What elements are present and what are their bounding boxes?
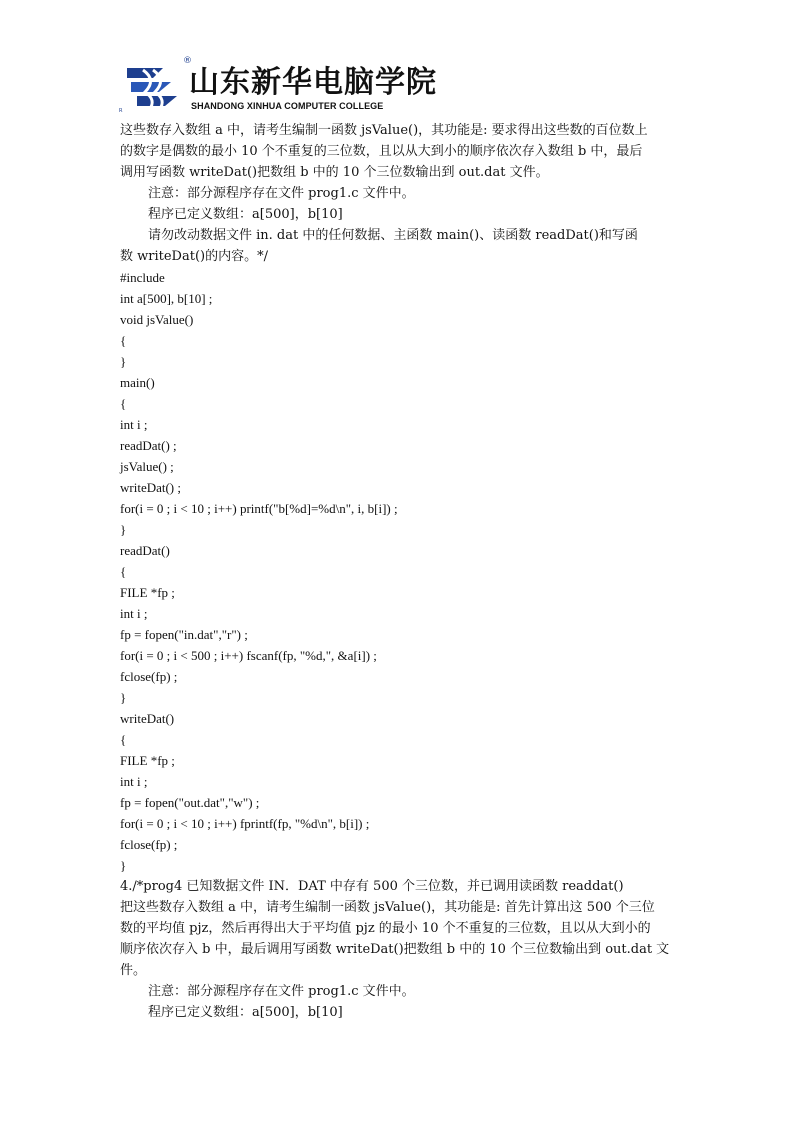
code-line: void jsValue() [120, 312, 194, 327]
note-line: 注意：部分源程序存在文件 prog1.c 文件中。 [148, 186, 415, 201]
code-line: { [120, 564, 127, 579]
text-line: 数的平均值 pjz，然后再得出大于平均值 pjz 的最小 10 个不重复的三位数，且以从大到小的 [120, 921, 651, 936]
code-line: FILE *fp ; [120, 753, 175, 768]
college-logo-header [119, 56, 437, 120]
code-line: fp = fopen("out.dat","w") ; [120, 795, 260, 810]
code-line: for(i = 0 ; i < 10 ; i++) fprintf(fp, "%d\n", b[i]) ; [120, 816, 370, 831]
code-line: int i ; [120, 606, 148, 621]
logo-chinese-name: 山东新华电脑学院 [189, 65, 437, 100]
code-line: } [120, 690, 127, 705]
note-line: 注意：部分源程序存在文件 prog1.c 文件中。 [148, 984, 415, 999]
code-line: int i ; [120, 417, 148, 432]
code-line: writeDat() [120, 711, 175, 726]
code-line: fp = fopen("in.dat","r") ; [120, 627, 248, 642]
code-line: int a[500], b[10] ; [120, 291, 213, 306]
text-line: 把这些数存入数组 a 中，请考生编制一函数 jsValue()，其功能是: 首先计算出这 500 个三位 [120, 900, 655, 915]
code-line: { [120, 333, 127, 348]
code-line: for(i = 0 ; i < 10 ; i++) printf("b[%d]=%d\n", i, b[i]) ; [120, 501, 398, 516]
code-line: FILE *fp ; [120, 585, 175, 600]
text-line: 数 writeDat()的内容。*/ [120, 249, 268, 264]
registered-mark: ® [183, 56, 192, 66]
code-line: main() [120, 375, 155, 390]
code-line: fclose(fp) ; [120, 837, 178, 852]
text-line: 件。 [120, 963, 147, 978]
code-line: { [120, 396, 127, 411]
code-line: fclose(fp) ; [120, 669, 178, 684]
code-line: { [120, 732, 127, 747]
code-line: } [120, 522, 127, 537]
document-body [120, 120, 680, 1023]
note-line: 请勿改动数据文件 in. dat 中的任何数据、主函数 main()、读函数 readDat()和写函 [148, 228, 638, 243]
college-logo-icon [123, 62, 179, 114]
logo-english-name: SHANDONG XINHUA COMPUTER COLLEGE [191, 101, 384, 111]
code-line: } [120, 858, 127, 873]
text-line: 调用写函数 writeDat()把数组 b 中的 10 个三位数输出到 out.dat 文件。 [120, 165, 549, 180]
code-line: } [120, 354, 127, 369]
code-line: writeDat() ; [120, 480, 182, 495]
code-line: #include [120, 270, 165, 285]
text-line: 顺序依次存入 b 中，最后调用写函数 writeDat()把数组 b 中的 10 个三位数输出到 out.dat 文 [120, 942, 670, 957]
text-line: 4./*prog4 已知数据文件 IN．DAT 中存有 500 个三位数，并已调用读函数 readdat() [120, 879, 624, 894]
code-line: jsValue() ; [120, 459, 174, 474]
text-line: 的数字是偶数的最小 10 个不重复的三位数，且以从大到小的顺序依次存入数组 b 中，最后 [120, 144, 643, 159]
note-line: 程序已定义数组：a[500]，b[10] [148, 207, 343, 222]
code-line: readDat() [120, 543, 170, 558]
note-line: 程序已定义数组：a[500]，b[10] [148, 1005, 343, 1020]
text-line: 这些数存入数组 a 中，请考生编制一函数 jsValue()，其功能是: 要求得出这些数的百位数上 [120, 123, 648, 138]
small-mark: R [119, 108, 123, 114]
code-line: for(i = 0 ; i < 500 ; i++) fscanf(fp, "%d,", &a[i]) ; [120, 648, 377, 663]
code-line: int i ; [120, 774, 148, 789]
code-line: readDat() ; [120, 438, 177, 453]
